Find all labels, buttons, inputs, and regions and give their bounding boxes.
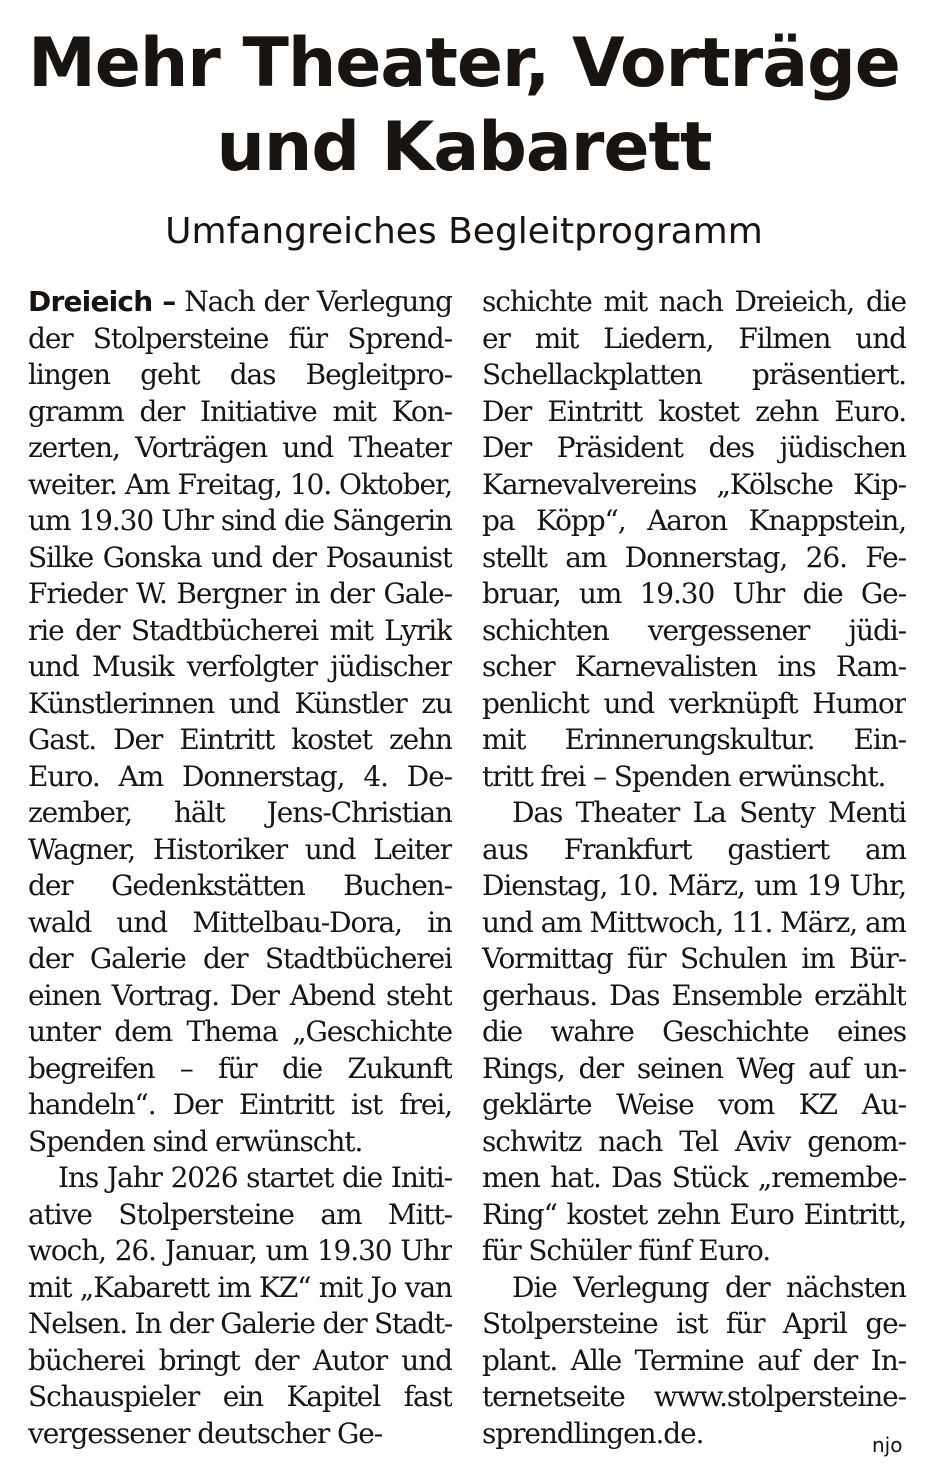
text-line: Silke Gonska und der Posaunist — [28, 540, 452, 574]
subheadline: Umfangreiches Begleitprogramm — [165, 211, 763, 252]
text-line: Rings, der seinen Weg auf un- — [482, 1051, 906, 1085]
text-line: zerten, Vorträgen und Theater — [28, 431, 452, 464]
text-line: und am Mittwoch, 11. März, am — [482, 905, 906, 939]
text-line: mit „Kabarett im KZ“ mit Jo van — [28, 1270, 452, 1304]
text-line: weiter. Am Freitag, 10. Oktober, — [28, 467, 452, 501]
text-segment: Nach der Verlegung — [175, 285, 452, 318]
text-line: schichte mit nach Dreieich, die — [482, 285, 906, 318]
text-line: Ring“ kostet zehn Euro Eintritt, — [482, 1197, 906, 1231]
text-line: geklärte Weise vom KZ Au- — [482, 1088, 906, 1121]
text-line: gerhaus. Das Ensemble erzählt — [482, 978, 906, 1012]
text-line: Frieder W. Bergner in der Gale- — [28, 577, 452, 610]
text-line: lingen geht das Begleitpro- — [28, 358, 452, 391]
text-line: Euro. Am Donnerstag, 4. De- — [28, 759, 452, 793]
text-line: Schellackplatten präsentiert. — [482, 358, 906, 391]
text-line: schichten vergessener jüdi- — [482, 613, 906, 647]
text-line: Karnevalvereins „Kölsche Kip- — [482, 467, 906, 501]
text-line: um 19.30 Uhr sind die Sängerin — [28, 504, 452, 537]
text-line: Spenden sind erwünscht. — [28, 1124, 363, 1158]
text-line: Wagner, Historiker und Leiter — [28, 832, 452, 866]
text-line: handeln“. Der Eintritt ist frei, — [28, 1088, 452, 1121]
text-line: scher Karnevalisten ins Ram- — [482, 650, 906, 683]
text-line: schwitz nach Tel Aviv genom- — [482, 1124, 906, 1158]
text-line: wald und Mittelbau-Dora, in — [28, 905, 452, 939]
text-line: Schauspieler ein Kapitel fast — [28, 1380, 452, 1413]
text-line: die wahre Geschichte eines — [482, 1015, 906, 1048]
text-line: der Gedenkstätten Buchen- — [28, 869, 452, 902]
text-line: unter dem Thema „Geschichte — [28, 1015, 452, 1048]
dateline: Dreieich – — [28, 285, 176, 318]
right-column — [482, 284, 906, 1452]
text-line: pa Köpp“, Aaron Knappstein, — [482, 504, 906, 537]
text-line: ative Stolpersteine am Mitt- — [28, 1197, 452, 1231]
text-line: Gast. Der Eintritt kostet zehn — [28, 723, 452, 756]
text-line: Das Theater La Senty Menti — [512, 796, 906, 829]
text-line: bücherei bringt der Autor und — [28, 1343, 452, 1377]
text-line: Vormittag für Schulen im Bür- — [482, 942, 906, 975]
headline — [0, 22, 928, 190]
left-column — [28, 284, 452, 1452]
text-line: er mit Liedern, Filmen und — [482, 321, 906, 355]
text-line: bruar, um 19.30 Uhr die Ge- — [482, 577, 906, 610]
text-line: ternetseite www.stolpersteine- — [482, 1380, 906, 1413]
text-line: Ins Jahr 2026 startet die Initi- — [58, 1161, 452, 1194]
author-signature: njo — [872, 1433, 903, 1457]
text-line: mit Erinnerungskultur. Ein- — [482, 723, 906, 756]
text-line — [28, 284, 452, 321]
text-line: der Galerie der Stadtbücherei — [28, 942, 452, 975]
text-line: Stolpersteine ist für April ge- — [482, 1307, 906, 1340]
text-line: vergessener deutscher Ge- — [28, 1416, 383, 1450]
text-line: woch, 26. Januar, um 19.30 Uhr — [28, 1234, 452, 1267]
headline-line: und Kabarett — [216, 108, 712, 187]
text-line: tritt frei – Spenden erwünscht. — [482, 759, 886, 793]
text-line: der Stolpersteine für Sprend- — [28, 321, 452, 355]
text-line: gramm der Initiative mit Kon- — [28, 394, 452, 428]
headline-line: Mehr Theater, Vorträge — [28, 24, 900, 103]
text-line: men hat. Das Stück „remembe- — [482, 1161, 906, 1194]
text-line: Der Eintritt kostet zehn Euro. — [482, 394, 906, 428]
text-line: Nelsen. In der Galerie der Stadt- — [28, 1307, 452, 1340]
text-line: begreifen – für die Zukunft — [28, 1051, 452, 1085]
text-line: plant. Alle Termine auf der In- — [482, 1343, 906, 1377]
text-line: einen Vortrag. Der Abend steht — [28, 978, 452, 1012]
text-line: penlicht und verknüpft Humor — [482, 686, 906, 720]
text-line: zember, hält Jens-Christian — [28, 796, 452, 829]
text-line: Der Präsident des jüdischen — [482, 431, 906, 464]
text-line: rie der Stadtbücherei mit Lyrik — [28, 613, 452, 647]
text-line: Dienstag, 10. März, um 19 Uhr, — [482, 869, 906, 902]
text-line: Die Verlegung der nächsten — [512, 1270, 906, 1304]
text-line: und Musik verfolgter jüdischer — [28, 650, 452, 683]
text-line: Künstlerinnen und Künstler zu — [28, 686, 452, 720]
text-line: sprendlingen.de. — [482, 1416, 704, 1450]
text-line: aus Frankfurt gastiert am — [482, 832, 906, 866]
text-line: für Schüler fünf Euro. — [482, 1234, 771, 1267]
text-line: stellt am Donnerstag, 26. Fe- — [482, 540, 906, 574]
